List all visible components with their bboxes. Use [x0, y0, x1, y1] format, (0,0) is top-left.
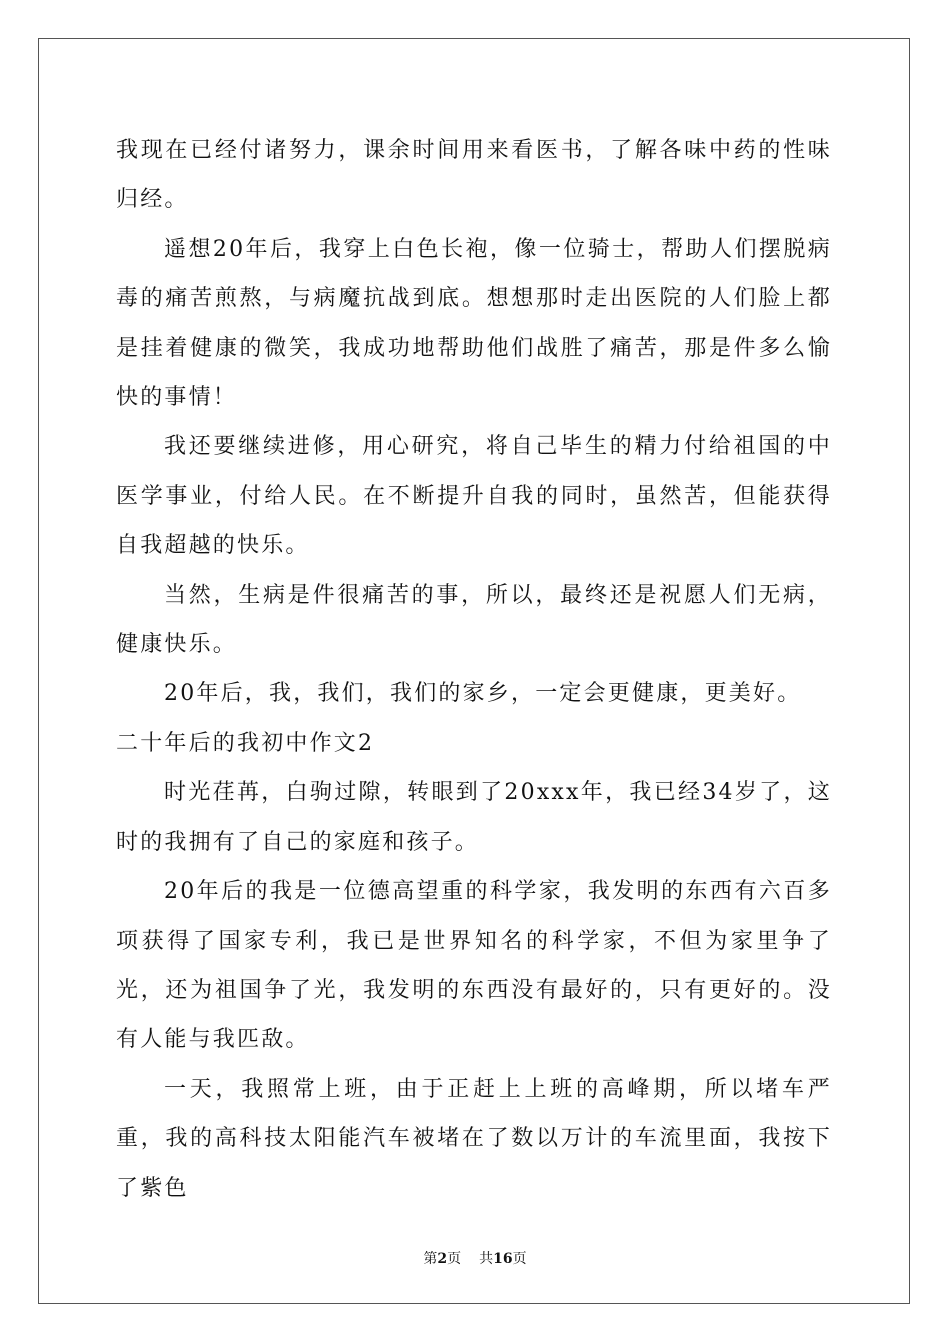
paragraph-8: 一天，我照常上班，由于正赶上上班的高峰期，所以堵车严重，我的高科技太阳能汽车被堵在了数以万计的车流里面，我按下了紫色 [116, 1076, 832, 1201]
total-pages: 16 [493, 1251, 513, 1267]
section-heading: 二十年后的我初中作文2 [116, 730, 375, 756]
paragraph-2: 遥想20年后，我穿上白色长袍，像一位骑士，帮助人们摆脱病毒的痛苦煎熬，与病魔抗战到底。想想那时走出医院的人们脸上都是挂着健康的微笑，我成功地帮助他们战胜了痛苦，那是件多么愉快的事情！ [116, 236, 832, 411]
paragraph-5: 20年后，我，我们，我们的家乡，一定会更健康，更美好。 [164, 681, 802, 707]
paragraph-3: 我还要继续进修，用心研究，将自己毕生的精力付给祖国的中医学事业，付给人民。在不断提升自我的同时，虽然苦，但能获得自我超越的快乐。 [116, 434, 832, 559]
page-footer [0, 1248, 950, 1268]
document-body [116, 126, 832, 1213]
page-prefix: 第 [423, 1251, 438, 1267]
total-suffix: 页 [512, 1251, 527, 1267]
paragraph-6: 时光荏苒，白驹过隙，转眼到了20xxx年，我已经34岁了，这时的我拥有了自己的家庭和孩子。 [116, 780, 832, 855]
page-number: 2 [437, 1251, 448, 1267]
paragraph-7: 20年后的我是一位德高望重的科学家，我发明的东西有六百多项获得了国家专利，我已是世界知名的科学家，不但为家里争了光，还为祖国争了光，我发明的东西没有最好的，只有更好的。没有人能与我匹敌。 [116, 879, 832, 1053]
total-prefix: 共 [479, 1251, 494, 1267]
paragraph-1: 我现在已经付诸努力，课余时间用来看医书，了解各味中药的性味归经。 [116, 138, 832, 213]
page-suffix: 页 [447, 1251, 462, 1267]
paragraph-4: 当然，生病是件很痛苦的事，所以，最终还是祝愿人们无病，健康快乐。 [116, 582, 832, 658]
